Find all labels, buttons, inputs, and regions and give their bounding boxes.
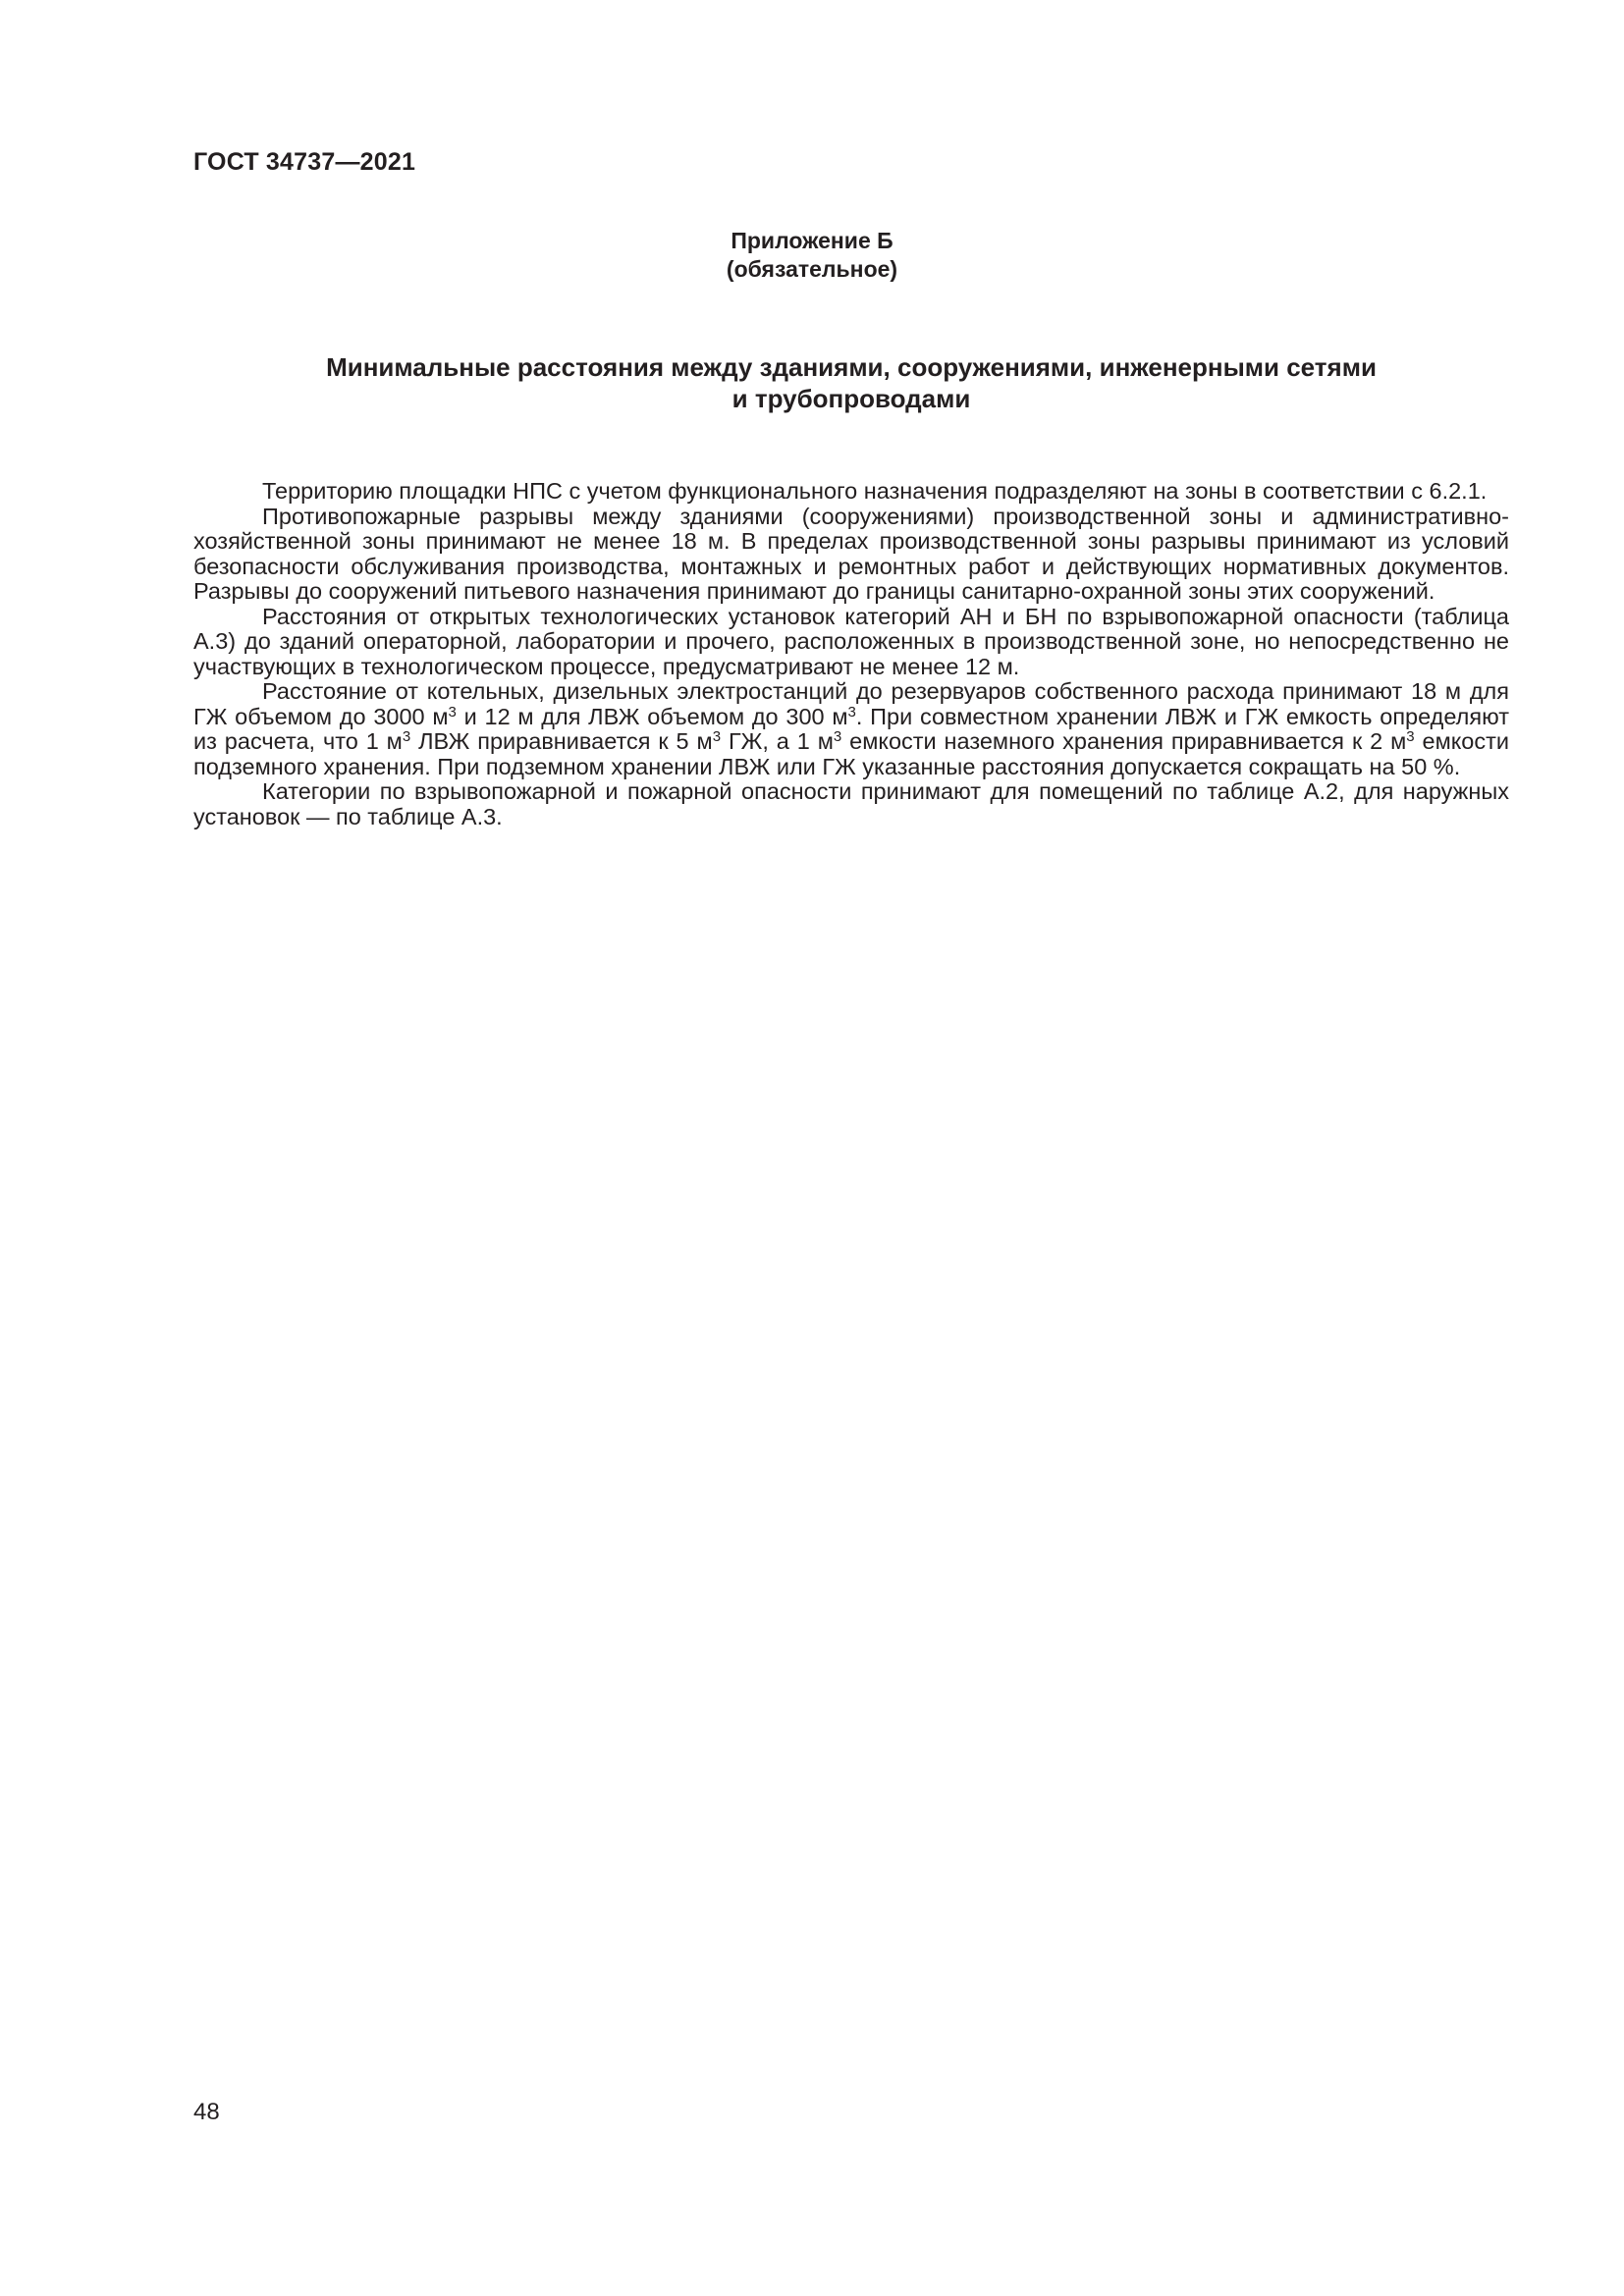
text-run: и 12 м для ЛВЖ объемом до 300 м	[456, 703, 848, 729]
paragraph-fire-breaks: Противопожарные разрывы между зданиями (сооружениями) производственной зоны и административно-хозяйственной зоны принимают не менее 18 м. В пределах производственной зоны разрывы принимают из условий безопасности обслуживания производства, монтажных и ремонтных работ и действующих нормативных документов. Разрывы до сооружений питьевого назначения принимают до границы санитарно-охранной зоны этих сооружений.	[193, 503, 1509, 604]
text-run: ГЖ, а 1 м	[721, 728, 834, 754]
text-run: ЛВЖ приравнивается к 5 м	[410, 728, 713, 754]
paragraph-open-installations: Расстояния от открытых технологических установок категорий АН и БН по взрывопожарной опасности (таблица А.3) до зданий операторной, лаборатории и прочего, расположенных в производственной зоне, но непосредственно не участвующих в технологическом процессе, предусматривают не менее 12 м.	[193, 603, 1509, 679]
page-number: 48	[193, 2099, 220, 2125]
superscript: 3	[448, 703, 457, 721]
paragraph-boiler-distances	[193, 679, 1509, 779]
appendix-title-line-1: Минимальные расстояния между зданиями, сооружениями, инженерными сетями	[326, 352, 1377, 382]
body-text	[193, 479, 1509, 829]
text-run: емкости подземного хранения. При подземном хранении ЛВЖ или ГЖ указанные расстояния допускается сокращать на 50 %.	[193, 728, 1509, 779]
paragraph-categories: Категории по взрывопожарной и пожарной опасности принимают для помещений по таблице А.2, для наружных установок — по таблице А.3.	[193, 778, 1509, 829]
appendix-heading	[0, 227, 1624, 284]
superscript: 3	[712, 728, 722, 745]
superscript: 3	[847, 703, 856, 721]
document-code: ГОСТ 34737—2021	[193, 148, 416, 176]
text-run: . При совместном хранении ЛВЖ и ГЖ емкость определяют из расчета, что 1 м	[193, 703, 1509, 754]
superscript: 3	[402, 728, 411, 745]
appendix-label: Приложение Б	[731, 228, 893, 253]
appendix-title-line-2: и трубопроводами	[731, 384, 971, 413]
appendix-title	[193, 351, 1509, 414]
appendix-status: (обязательное)	[726, 256, 898, 282]
text-run: емкости наземного хранения приравнивается к 2 м	[841, 728, 1407, 754]
superscript: 3	[1406, 728, 1415, 745]
superscript: 3	[833, 728, 842, 745]
text-run: Расстояние от котельных, дизельных электростанций до резервуаров собственного расхода принимают 18 м для ГЖ объемом до 3000 м	[193, 678, 1509, 729]
paragraph-zones: Территорию площадки НПС с учетом функционального назначения подразделяют на зоны в соответствии с 6.2.1.	[262, 478, 1488, 504]
